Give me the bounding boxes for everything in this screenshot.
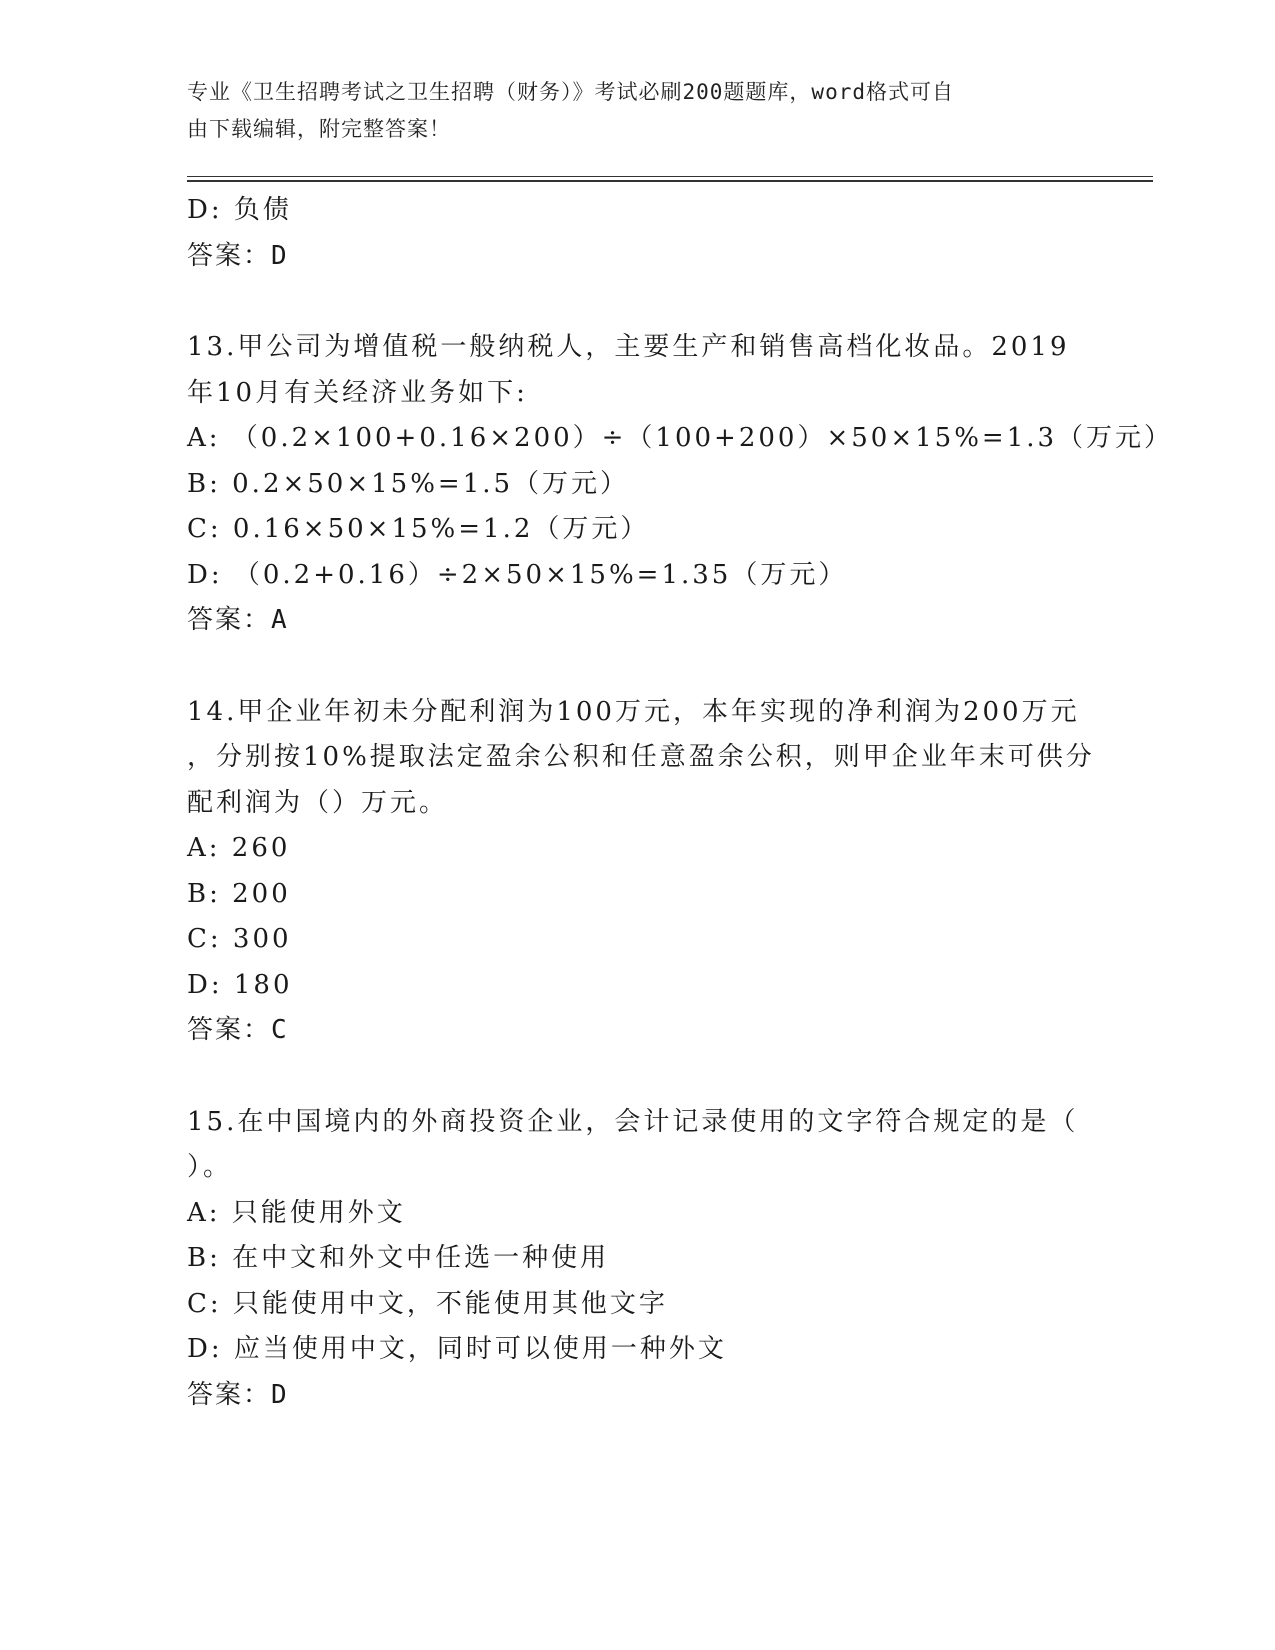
option-d: D: （0.2+0.16）÷2×50×15%=1.35（万元） xyxy=(187,559,848,590)
header-line-2: 由下载编辑，附完整答案！ xyxy=(187,117,451,141)
option-c: C: 300 xyxy=(187,924,292,954)
document-header xyxy=(187,74,1087,148)
question-stem: 14.甲企业年初未分配利润为100万元，本年实现的净利润为200万元 xyxy=(187,696,1080,727)
question-13 xyxy=(187,325,1174,644)
option-a: A: （0.2×100+0.16×200）÷（100+200）×50×15%=1.3（万元） xyxy=(187,423,1174,453)
question-stem: ）。 xyxy=(187,1152,233,1182)
header-divider-thin xyxy=(187,176,1153,177)
option-d: D: 负债 xyxy=(187,195,292,225)
question-stem: ，分别按10%提取法定盈余公积和任意盈余公积，则甲企业年末可供分 xyxy=(187,742,1095,772)
option-b: B: 在中文和外文中任选一种使用 xyxy=(187,1243,610,1273)
option-c: C: 0.16×50×15%=1.2（万元） xyxy=(187,514,650,544)
option-a: A: 只能使用外文 xyxy=(187,1197,406,1228)
question-stem: 配利润为（）万元。 xyxy=(187,787,449,818)
option-d: D: 180 xyxy=(187,969,293,1000)
question-stem: 15.在中国境内的外商投资企业，会计记录使用的文字符合规定的是（ xyxy=(187,1106,1079,1137)
question-14 xyxy=(187,690,1095,1054)
header-line-1: 专业《卫生招聘考试之卫生招聘（财务）》考试必刷200题题库，word格式可自 xyxy=(187,80,954,104)
option-a: A: 260 xyxy=(187,833,291,863)
option-b: B: 200 xyxy=(187,878,291,909)
option-b: B: 0.2×50×15%=1.5（万元） xyxy=(187,468,630,499)
option-c: C: 只能使用中文，不能使用其他文字 xyxy=(187,1288,668,1319)
question-15 xyxy=(187,1100,1087,1419)
answer: 答案：C xyxy=(187,1015,289,1045)
question-list xyxy=(187,188,1174,1418)
question-stem: 年10月有关经济业务如下: xyxy=(187,377,528,408)
answer: 答案：A xyxy=(187,605,289,635)
header-divider-thick xyxy=(187,180,1153,182)
question-12-tail xyxy=(187,188,1087,279)
answer: 答案：D xyxy=(187,240,289,271)
answer: 答案：D xyxy=(187,1379,289,1410)
question-stem: 13.甲公司为增值税一般纳税人，主要生产和销售高档化妆品。2019 xyxy=(187,332,1070,362)
option-d: D: 应当使用中文，同时可以使用一种外文 xyxy=(187,1334,727,1364)
